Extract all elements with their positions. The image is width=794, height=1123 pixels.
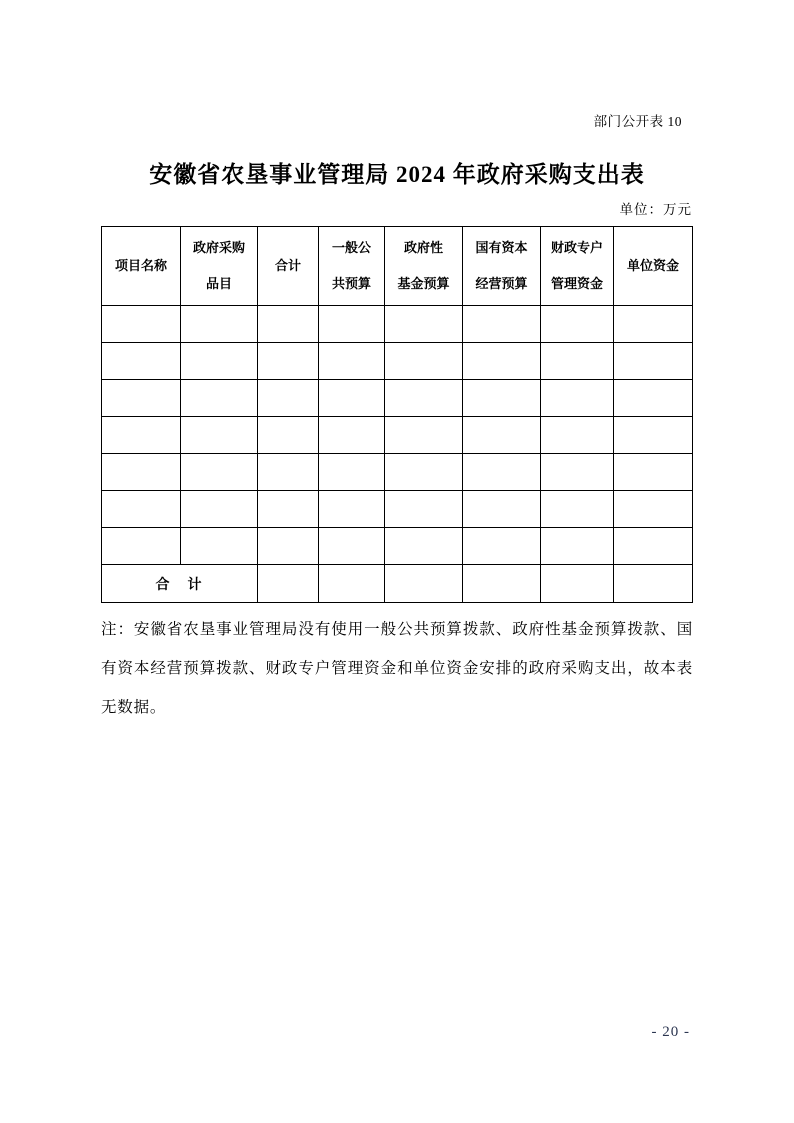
table-header-row [102, 227, 693, 306]
unit-label: 单位：万元 [619, 202, 692, 217]
table-cell-empty [181, 417, 258, 454]
total-row-label: 合 计 [102, 565, 258, 603]
column-header-line: 一般公 [331, 240, 371, 255]
table-cell-empty [258, 454, 319, 491]
column-header [102, 227, 181, 306]
table-cell-empty [258, 528, 319, 565]
table-cell-empty [541, 380, 614, 417]
table-cell-empty [258, 417, 319, 454]
table-cell-empty [102, 306, 181, 343]
table-cell-empty [463, 528, 541, 565]
table-cell-empty [319, 491, 385, 528]
table-cell-empty [385, 343, 463, 380]
total-row-cell-empty [319, 565, 385, 603]
table-cell-empty [614, 528, 693, 565]
header-line-gap [385, 259, 462, 273]
column-header [614, 227, 693, 306]
column-header-line: 共预算 [331, 276, 371, 291]
table-cell-empty [541, 528, 614, 565]
column-header [319, 227, 385, 306]
table-row [102, 454, 693, 491]
column-header [541, 227, 614, 306]
table-row [102, 343, 693, 380]
table-cell-empty [463, 306, 541, 343]
table-cell-empty [319, 306, 385, 343]
table-cell-empty [319, 380, 385, 417]
table-row [102, 528, 693, 565]
total-row-cell-empty [614, 565, 693, 603]
page-number: - 20 - [651, 1024, 690, 1040]
column-header-line: 单位资金 [626, 258, 679, 273]
column-header-line: 合计 [274, 258, 301, 273]
procurement-expenditure-table [101, 226, 693, 603]
table-cell-empty [614, 306, 693, 343]
table-cell-empty [102, 380, 181, 417]
column-header-line: 政府采购 [192, 240, 245, 255]
table-cell-empty [319, 417, 385, 454]
table-cell-empty [181, 454, 258, 491]
table-cell-empty [541, 491, 614, 528]
table-cell-empty [181, 528, 258, 565]
column-header [258, 227, 319, 306]
total-row-cell-empty [463, 565, 541, 603]
page-title: 安徽省农垦事业管理局 2024 年政府采购支出表 [149, 162, 645, 187]
header-line-gap [181, 259, 257, 273]
table-cell-empty [541, 454, 614, 491]
table-cell-empty [385, 380, 463, 417]
column-header-line: 管理资金 [550, 276, 603, 291]
column-header-line: 政府性 [403, 240, 443, 255]
column-header [385, 227, 463, 306]
table-cell-empty [181, 306, 258, 343]
column-header [463, 227, 541, 306]
form-index-label: 部门公开表 10 [593, 114, 682, 129]
table-cell-empty [614, 417, 693, 454]
table-cell-empty [181, 380, 258, 417]
table-cell-empty [319, 528, 385, 565]
table-cell-empty [385, 528, 463, 565]
table-cell-empty [258, 306, 319, 343]
table-cell-empty [102, 491, 181, 528]
column-header [181, 227, 258, 306]
column-header-line: 经营预算 [475, 276, 528, 291]
table-cell-empty [385, 417, 463, 454]
table-cell-empty [102, 454, 181, 491]
table-cell-empty [614, 491, 693, 528]
column-header-line: 品目 [205, 276, 232, 291]
table-row [102, 380, 693, 417]
table-cell-empty [463, 417, 541, 454]
header-line-gap [319, 259, 384, 273]
header-line-gap [463, 259, 540, 273]
table-row [102, 417, 693, 454]
footnote-text: 注：安徽省农垦事业管理局没有使用一般公共预算拨款、政府性基金预算拨款、国有资本经营预算拨款、财政专户管理资金和单位资金安排的政府采购支出，故本表无数据。 [101, 621, 693, 716]
table-cell-empty [463, 380, 541, 417]
total-row-cell-empty [258, 565, 319, 603]
table-cell-empty [102, 528, 181, 565]
table-cell-empty [614, 454, 693, 491]
table-body [102, 306, 693, 603]
header-line-gap [541, 259, 613, 273]
column-header-line: 财政专户 [550, 240, 603, 255]
table-cell-empty [181, 343, 258, 380]
table-row [102, 306, 693, 343]
table-cell-empty [102, 343, 181, 380]
total-row-cell-empty [385, 565, 463, 603]
total-row-cell-empty [541, 565, 614, 603]
table-cell-empty [319, 454, 385, 491]
column-header-line: 项目名称 [114, 258, 167, 273]
table-cell-empty [258, 491, 319, 528]
table-cell-empty [463, 454, 541, 491]
table-cell-empty [614, 343, 693, 380]
table-cell-empty [614, 380, 693, 417]
header-row [102, 227, 693, 306]
table-cell-empty [258, 380, 319, 417]
table-cell-empty [463, 343, 541, 380]
table-cell-empty [385, 491, 463, 528]
table-row [102, 491, 693, 528]
table-cell-empty [541, 343, 614, 380]
table-cell-empty [102, 417, 181, 454]
table-cell-empty [541, 306, 614, 343]
table-cell-empty [181, 491, 258, 528]
table-cell-empty [258, 343, 319, 380]
table-cell-empty [463, 491, 541, 528]
table-cell-empty [385, 306, 463, 343]
table-cell-empty [319, 343, 385, 380]
column-header-line: 国有资本 [475, 240, 528, 255]
column-header-line: 基金预算 [397, 276, 450, 291]
table-cell-empty [541, 417, 614, 454]
total-row [102, 565, 693, 603]
table-cell-empty [385, 454, 463, 491]
